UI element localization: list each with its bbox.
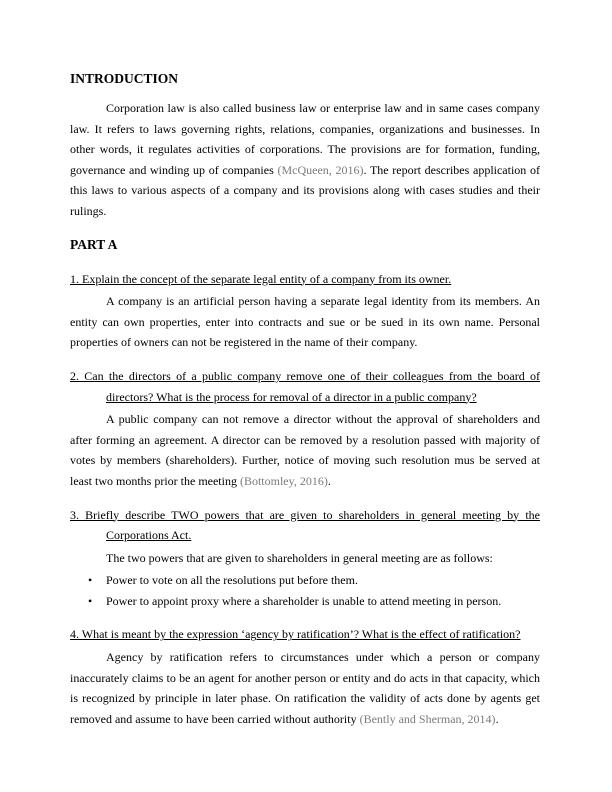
answer-1: A company is an artificial person having a separate legal identity from its members. An entity can own properties, enter into contracts and sue or be sued in its own name. Personal properties of owners can not be registered in the name of their company. xyxy=(70,294,540,350)
citation-bottomley: (Bottomley, 2016) xyxy=(239,473,328,488)
intro-paragraph xyxy=(70,98,540,222)
bullet-item xyxy=(70,591,540,612)
paragraph-text: . xyxy=(327,473,331,488)
answer-3-intro: The two powers that are given to shareholders in general meeting are as follows: xyxy=(106,550,493,565)
bullet-icon: • xyxy=(88,593,93,608)
paragraph-text: Agency by ratification refers to circumstances under which a person or company inaccurately claims to be an agent for another person or entity and do acts in that capacity, which is recognized by principle in later phase. On ratification the validity of acts done by agents get removed and assume to have been carried without authority xyxy=(70,650,540,726)
bullet-item xyxy=(70,570,540,591)
paragraph-text: . xyxy=(495,711,499,726)
bullet-icon: • xyxy=(88,573,93,588)
paragraph-text: Corporation law is also called business law or enterprise law and in same cases company law. It refers to laws governing rights, relations, companies, organizations and businesses. In other words, it regulates activities of corporations. The provisions are for formation, funding, governance and winding up of companies xyxy=(70,101,540,177)
citation-bently-sherman: (Bently and Sherman, 2014) xyxy=(359,711,496,726)
paragraph-text: . The report describes application of this laws to various aspects of a company and its provisions along with cases studies and their rulings. xyxy=(70,162,540,218)
question-1: 1. Explain the concept of the separate legal entity of a company from its owner. xyxy=(70,271,452,286)
bullet-text: Power to vote on all the resolutions put before them. xyxy=(106,573,358,588)
intro-heading: INTRODUCTION xyxy=(70,71,179,86)
answer-4 xyxy=(70,647,540,729)
question-4: 4. What is meant by the expression ‘agency by ratification’? What is the effect of ratification? xyxy=(70,627,521,642)
part-a-heading: PART A xyxy=(70,236,118,252)
paragraph-text: A public company can not remove a director without the approval of shareholders and after forming an agreement. A director can be removed by a resolution passed with majority of votes by members (shareholders). Further, notice of moving such resolution mus be served at least two months prior the meeting xyxy=(70,412,540,488)
question-3: 3. Briefly describe TWO powers that are given to shareholders in general meeting by the Corporations Act. xyxy=(70,507,540,543)
answer-2 xyxy=(70,409,540,491)
citation-mcqueen: (McQueen, 2016) xyxy=(277,162,364,177)
bullet-text: Power to appoint proxy where a shareholder is unable to attend meeting in person. xyxy=(106,593,502,608)
question-2: 2. Can the directors of a public company remove one of their colleagues from the board of directors? What is the process for removal of a director in a public company? xyxy=(70,368,540,404)
